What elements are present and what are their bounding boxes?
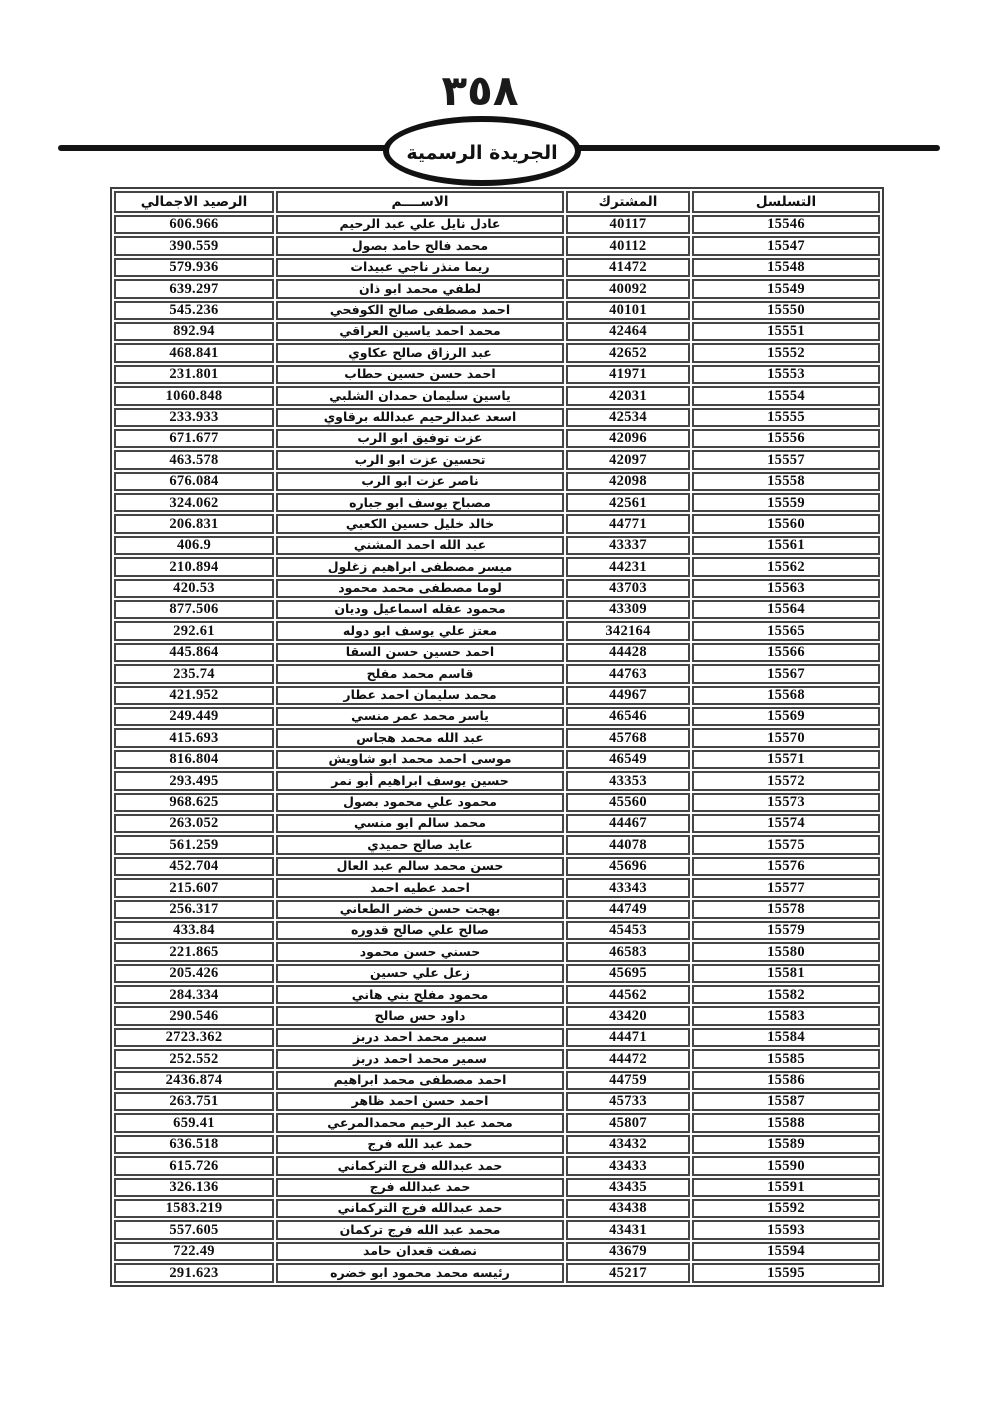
balance-cell: 877.506 [114, 600, 274, 619]
balance-cell: 433.84 [114, 921, 274, 940]
serial-cell: 15562 [692, 557, 880, 576]
serial-cell: 15595 [692, 1263, 880, 1282]
serial-cell: 15593 [692, 1220, 880, 1239]
table-row [114, 1156, 880, 1175]
serial-cell: 15555 [692, 408, 880, 427]
subscribers-table [110, 187, 884, 1287]
balance-cell: 579.936 [114, 258, 274, 277]
subscriber-cell: 44231 [566, 557, 690, 576]
name-cell: احمد مصطفى صالح الكوفحي [276, 301, 564, 320]
name-cell: حسن محمد سالم عبد العال [276, 857, 564, 876]
balance-cell: 545.236 [114, 301, 274, 320]
gazette-banner-ellipse [383, 116, 581, 186]
table-row [114, 1049, 880, 1068]
balance-cell: 816.804 [114, 750, 274, 769]
table-row [114, 771, 880, 790]
balance-cell: 415.693 [114, 728, 274, 747]
serial-cell: 15569 [692, 707, 880, 726]
table-row [114, 1220, 880, 1239]
table-row [114, 964, 880, 983]
name-cell: خالد خليل حسين الكعبي [276, 514, 564, 533]
table-row [114, 1178, 880, 1197]
serial-cell: 15582 [692, 985, 880, 1004]
name-cell: محمود مفلح بني هاني [276, 985, 564, 1004]
serial-cell: 15547 [692, 236, 880, 255]
table-row [114, 921, 880, 940]
serial-cell: 15549 [692, 279, 880, 298]
serial-cell: 15575 [692, 835, 880, 854]
balance-cell: 221.865 [114, 942, 274, 961]
table-row [114, 621, 880, 640]
name-cell: احمد حسن حسين حطاب [276, 365, 564, 384]
balance-cell: 722.49 [114, 1242, 274, 1261]
serial-cell: 15574 [692, 814, 880, 833]
serial-cell: 15580 [692, 942, 880, 961]
name-cell: ياسر محمد عمر منسي [276, 707, 564, 726]
table-row [114, 1113, 880, 1132]
balance-cell: 406.9 [114, 536, 274, 555]
balance-cell: 206.831 [114, 514, 274, 533]
name-cell: حسني حسن محمود [276, 942, 564, 961]
subscriber-cell: 46583 [566, 942, 690, 961]
name-cell: ناصر عزت ابو الرب [276, 472, 564, 491]
balance-cell: 671.677 [114, 429, 274, 448]
name-cell: عبد الله احمد المشني [276, 536, 564, 555]
serial-cell: 15572 [692, 771, 880, 790]
balance-cell: 463.578 [114, 450, 274, 469]
balance-cell: 2436.874 [114, 1071, 274, 1090]
subscriber-cell: 45807 [566, 1113, 690, 1132]
balance-cell: 468.841 [114, 343, 274, 362]
subscriber-cell: 43438 [566, 1199, 690, 1218]
name-cell: لطفي محمد ابو ذان [276, 279, 564, 298]
subscriber-cell: 45217 [566, 1263, 690, 1282]
serial-cell: 15585 [692, 1049, 880, 1068]
serial-cell: 15591 [692, 1178, 880, 1197]
page-number: ٣٥٨ [441, 66, 519, 115]
name-cell: حسين يوسف ابراهيم أبو نمر [276, 771, 564, 790]
subscriber-cell: 41472 [566, 258, 690, 277]
table-row [114, 472, 880, 491]
table-row [114, 1199, 880, 1218]
table-row [114, 493, 880, 512]
balance-cell: 235.74 [114, 664, 274, 683]
balance-cell: 326.136 [114, 1178, 274, 1197]
serial-cell: 15576 [692, 857, 880, 876]
serial-cell: 15587 [692, 1092, 880, 1111]
table-row [114, 814, 880, 833]
table-row [114, 686, 880, 705]
table-row [114, 728, 880, 747]
table-row [114, 707, 880, 726]
balance-cell: 659.41 [114, 1113, 274, 1132]
table-row [114, 514, 880, 533]
subscriber-cell: 43309 [566, 600, 690, 619]
name-cell: عايد صالح حميدي [276, 835, 564, 854]
table-row [114, 258, 880, 277]
table-row [114, 215, 880, 234]
name-cell: احمد حسين حسن السقا [276, 643, 564, 662]
header-serial: التسلسل [692, 191, 880, 213]
balance-cell: 615.726 [114, 1156, 274, 1175]
subscriber-cell: 43703 [566, 579, 690, 598]
subscriber-cell: 43432 [566, 1135, 690, 1154]
name-cell: احمد عطيه احمد [276, 878, 564, 897]
table-row [114, 942, 880, 961]
subscriber-cell: 40112 [566, 236, 690, 255]
balance-cell: 324.062 [114, 493, 274, 512]
serial-cell: 15557 [692, 450, 880, 469]
serial-cell: 15588 [692, 1113, 880, 1132]
table-row [114, 386, 880, 405]
table-row [114, 1135, 880, 1154]
balance-cell: 252.552 [114, 1049, 274, 1068]
table-row [114, 279, 880, 298]
balance-cell: 606.966 [114, 215, 274, 234]
balance-cell: 892.94 [114, 322, 274, 341]
table-row [114, 750, 880, 769]
header-name: الاســــم [276, 191, 564, 213]
subscriber-cell: 44759 [566, 1071, 690, 1090]
name-cell: محمد سليمان احمد عطار [276, 686, 564, 705]
table-row [114, 664, 880, 683]
name-cell: بهجت حسن خضر الطعاني [276, 900, 564, 919]
name-cell: تحسين عزت ابو الرب [276, 450, 564, 469]
name-cell: محمد عبد الله فرج تركمان [276, 1220, 564, 1239]
subscriber-cell: 43435 [566, 1178, 690, 1197]
subscriber-cell: 45560 [566, 793, 690, 812]
name-cell: عزت توفيق ابو الرب [276, 429, 564, 448]
balance-cell: 284.334 [114, 985, 274, 1004]
name-cell: محمود عقله اسماعيل وديان [276, 600, 564, 619]
subscriber-cell: 42464 [566, 322, 690, 341]
table-row [114, 1071, 880, 1090]
balance-cell: 561.259 [114, 835, 274, 854]
subscriber-cell: 42534 [566, 408, 690, 427]
table-row [114, 429, 880, 448]
table-row [114, 536, 880, 555]
name-cell: عبد الرزاق صالح عكاوي [276, 343, 564, 362]
name-cell: حمد عبدالله فرج التركماني [276, 1156, 564, 1175]
serial-cell: 15581 [692, 964, 880, 983]
balance-cell: 205.426 [114, 964, 274, 983]
balance-cell: 445.864 [114, 643, 274, 662]
subscriber-cell: 42031 [566, 386, 690, 405]
serial-cell: 15561 [692, 536, 880, 555]
balance-cell: 263.052 [114, 814, 274, 833]
subscriber-cell: 45696 [566, 857, 690, 876]
subscriber-cell: 45695 [566, 964, 690, 983]
name-cell: محمد عبد الرحيم محمدالمرعي [276, 1113, 564, 1132]
name-cell: قاسم محمد مفلح [276, 664, 564, 683]
table-row [114, 857, 880, 876]
serial-cell: 15586 [692, 1071, 880, 1090]
serial-cell: 15594 [692, 1242, 880, 1261]
subscriber-cell: 40101 [566, 301, 690, 320]
subscriber-cell: 44428 [566, 643, 690, 662]
table-row [114, 301, 880, 320]
gazette-banner-title: الجريدة الرسمية [406, 142, 558, 164]
name-cell: احمد مصطفى محمد ابراهيم [276, 1071, 564, 1090]
subscriber-cell: 41971 [566, 365, 690, 384]
balance-cell: 2723.362 [114, 1028, 274, 1047]
serial-cell: 15589 [692, 1135, 880, 1154]
table-row [114, 365, 880, 384]
subscriber-cell: 44467 [566, 814, 690, 833]
subscriber-cell: 46549 [566, 750, 690, 769]
subscriber-cell: 42561 [566, 493, 690, 512]
subscriber-cell: 46546 [566, 707, 690, 726]
serial-cell: 15567 [692, 664, 880, 683]
serial-cell: 15556 [692, 429, 880, 448]
subscriber-cell: 42097 [566, 450, 690, 469]
subscriber-cell: 43433 [566, 1156, 690, 1175]
serial-cell: 15571 [692, 750, 880, 769]
subscriber-cell: 44967 [566, 686, 690, 705]
serial-cell: 15563 [692, 579, 880, 598]
name-cell: احمد حسن احمد ظاهر [276, 1092, 564, 1111]
subscriber-cell: 42652 [566, 343, 690, 362]
balance-cell: 1583.219 [114, 1199, 274, 1218]
subscriber-cell: 43337 [566, 536, 690, 555]
subscriber-cell: 42098 [566, 472, 690, 491]
name-cell: محمود علي محمود بصول [276, 793, 564, 812]
table-row [114, 1028, 880, 1047]
subscriber-cell: 45733 [566, 1092, 690, 1111]
name-cell: ميسر مصطفى ابراهيم زغلول [276, 557, 564, 576]
balance-cell: 452.704 [114, 857, 274, 876]
serial-cell: 15552 [692, 343, 880, 362]
subscriber-cell: 43679 [566, 1242, 690, 1261]
name-cell: صالح علي صالح قدوره [276, 921, 564, 940]
header-subscriber: المشترك [566, 191, 690, 213]
serial-cell: 15564 [692, 600, 880, 619]
balance-cell: 421.952 [114, 686, 274, 705]
table-row [114, 450, 880, 469]
serial-cell: 15577 [692, 878, 880, 897]
serial-cell: 15558 [692, 472, 880, 491]
name-cell: حمد عبدالله فرج التركماني [276, 1199, 564, 1218]
serial-cell: 15592 [692, 1199, 880, 1218]
table-row [114, 878, 880, 897]
serial-cell: 15548 [692, 258, 880, 277]
name-cell: سمير محمد احمد دربز [276, 1049, 564, 1068]
serial-cell: 15583 [692, 1006, 880, 1025]
name-cell: اسعد عبدالرحيم عبدالله برقاوي [276, 408, 564, 427]
table-row [114, 900, 880, 919]
name-cell: زعل علي حسين [276, 964, 564, 983]
balance-cell: 636.518 [114, 1135, 274, 1154]
balance-cell: 1060.848 [114, 386, 274, 405]
name-cell: موسى احمد محمد ابو شاويش [276, 750, 564, 769]
name-cell: عبد الله محمد هجاس [276, 728, 564, 747]
balance-cell: 215.607 [114, 878, 274, 897]
header-balance: الرصيد الاجمالي [114, 191, 274, 213]
name-cell: حمد عبدالله فرج [276, 1178, 564, 1197]
balance-cell: 231.801 [114, 365, 274, 384]
serial-cell: 15573 [692, 793, 880, 812]
subscriber-cell: 40092 [566, 279, 690, 298]
balance-cell: 293.495 [114, 771, 274, 790]
serial-cell: 15553 [692, 365, 880, 384]
subscriber-cell: 43353 [566, 771, 690, 790]
subscriber-cell: 44562 [566, 985, 690, 1004]
balance-cell: 420.53 [114, 579, 274, 598]
serial-cell: 15550 [692, 301, 880, 320]
balance-cell: 292.61 [114, 621, 274, 640]
serial-cell: 15570 [692, 728, 880, 747]
serial-cell: 15546 [692, 215, 880, 234]
serial-cell: 15551 [692, 322, 880, 341]
table-row [114, 1006, 880, 1025]
balance-cell: 210.894 [114, 557, 274, 576]
serial-cell: 15578 [692, 900, 880, 919]
subscriber-cell: 43431 [566, 1220, 690, 1239]
name-cell: ريما منذر ناجي عبيدات [276, 258, 564, 277]
name-cell: معتز علي يوسف ابو دوله [276, 621, 564, 640]
subscriber-cell: 44771 [566, 514, 690, 533]
table-row [114, 985, 880, 1004]
balance-cell: 639.297 [114, 279, 274, 298]
table-row [114, 343, 880, 362]
name-cell: ياسين سليمان حمدان الشلبي [276, 386, 564, 405]
table-body [114, 215, 880, 1283]
table-row [114, 600, 880, 619]
serial-cell: 15579 [692, 921, 880, 940]
subscriber-cell: 44471 [566, 1028, 690, 1047]
subscriber-cell: 44472 [566, 1049, 690, 1068]
name-cell: رئيسه محمد محمود ابو خضره [276, 1263, 564, 1282]
table-row [114, 1263, 880, 1282]
serial-cell: 15568 [692, 686, 880, 705]
balance-cell: 290.546 [114, 1006, 274, 1025]
table-row [114, 1092, 880, 1111]
balance-cell: 557.605 [114, 1220, 274, 1239]
subscriber-cell: 44078 [566, 835, 690, 854]
balance-cell: 263.751 [114, 1092, 274, 1111]
subscriber-cell: 42096 [566, 429, 690, 448]
serial-cell: 15565 [692, 621, 880, 640]
subscriber-cell: 44749 [566, 900, 690, 919]
serial-cell: 15560 [692, 514, 880, 533]
subscriber-cell: 40117 [566, 215, 690, 234]
table-row [114, 322, 880, 341]
serial-cell: 15584 [692, 1028, 880, 1047]
name-cell: محمد سالم ابو منسي [276, 814, 564, 833]
table-row [114, 557, 880, 576]
name-cell: داود حس صالح [276, 1006, 564, 1025]
table-row [114, 1242, 880, 1261]
table-header-row [114, 191, 880, 213]
table-row [114, 835, 880, 854]
subscriber-cell: 43343 [566, 878, 690, 897]
subscriber-cell: 43420 [566, 1006, 690, 1025]
name-cell: لوما مصطفى محمد محمود [276, 579, 564, 598]
name-cell: محمد احمد ياسين العراقي [276, 322, 564, 341]
table-row [114, 793, 880, 812]
balance-cell: 390.559 [114, 236, 274, 255]
subscriber-cell: 45453 [566, 921, 690, 940]
balance-cell: 256.317 [114, 900, 274, 919]
table-row [114, 236, 880, 255]
serial-cell: 15566 [692, 643, 880, 662]
balance-cell: 968.625 [114, 793, 274, 812]
balance-cell: 233.933 [114, 408, 274, 427]
balance-cell: 676.084 [114, 472, 274, 491]
name-cell: عادل نايل علي عبد الرحيم [276, 215, 564, 234]
balance-cell: 291.623 [114, 1263, 274, 1282]
table-row [114, 579, 880, 598]
balance-cell: 249.449 [114, 707, 274, 726]
name-cell: سمير محمد احمد دربز [276, 1028, 564, 1047]
name-cell: نصفت قعدان حامد [276, 1242, 564, 1261]
table-row [114, 643, 880, 662]
subscriber-cell: 44763 [566, 664, 690, 683]
name-cell: حمد عبد الله فرج [276, 1135, 564, 1154]
subscriber-cell: 45768 [566, 728, 690, 747]
subscriber-cell: 342164 [566, 621, 690, 640]
name-cell: محمد فالح حامد بصول [276, 236, 564, 255]
name-cell: مصباح يوسف ابو جباره [276, 493, 564, 512]
serial-cell: 15590 [692, 1156, 880, 1175]
serial-cell: 15559 [692, 493, 880, 512]
table-row [114, 408, 880, 427]
serial-cell: 15554 [692, 386, 880, 405]
